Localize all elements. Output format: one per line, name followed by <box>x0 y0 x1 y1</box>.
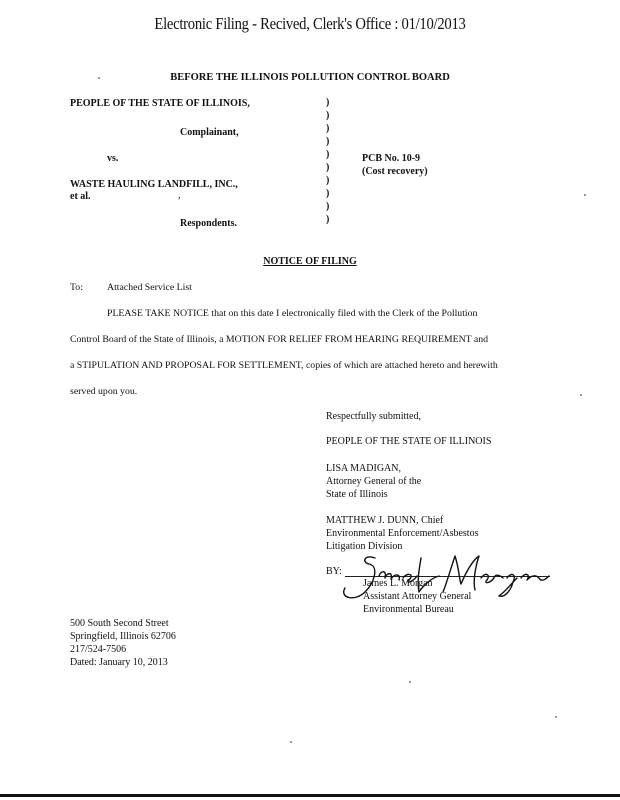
party-name: PEOPLE OF THE STATE OF ILLINOIS <box>326 436 492 447</box>
attorney-general-name: LISA MADIGAN, <box>326 463 401 474</box>
scan-speck <box>580 394 582 396</box>
chief-name: MATTHEW J. DUNN, Chief <box>326 515 444 526</box>
defendant-et-al: et al. <box>70 191 91 202</box>
caption-paren: ) <box>326 136 330 147</box>
defendant-role: Respondents. <box>180 218 237 229</box>
scan-speck <box>584 194 586 196</box>
caption-paren: ) <box>326 214 330 225</box>
notice-paragraph-line-2: Control Board of the State of Illinois, a MOTION FOR RELIEF FROM HEARING REQUIREMENT and <box>70 334 489 345</box>
caption-paren: ) <box>326 162 330 173</box>
signer-name: James L. Morgan <box>363 578 433 589</box>
plaintiff-name: PEOPLE OF THE STATE OF ILLINOIS, <box>70 98 250 109</box>
scan-speck <box>290 741 292 743</box>
caption-paren: ) <box>326 188 330 199</box>
notice-paragraph-line-1: PLEASE TAKE NOTICE that on this date I electronically filed with the Clerk of the Pollution <box>107 308 478 319</box>
caption-paren: ) <box>326 97 330 108</box>
attorney-general-title-2: State of Illinois <box>326 489 388 500</box>
caption-paren: ) <box>326 149 330 160</box>
notice-heading: NOTICE OF FILING <box>263 256 357 267</box>
dated-line: Dated: January 10, 2013 <box>70 657 168 668</box>
bottom-scan-edge <box>0 794 620 797</box>
notice-paragraph-line-4: served upon you. <box>70 386 138 397</box>
board-title: BEFORE THE ILLINOIS POLLUTION CONTROL BOARD <box>170 72 450 83</box>
caption-parentheses <box>326 96 329 226</box>
address-phone: 217/524-7506 <box>70 644 127 655</box>
chief-title-1: Environmental Enforcement/Asbestos <box>326 528 479 539</box>
defendant-comma: , <box>178 190 181 201</box>
address-city: Springfield, Illinois 62706 <box>70 631 176 642</box>
caption-paren: ) <box>326 123 330 134</box>
case-number: PCB No. 10-9 <box>362 153 421 164</box>
closing: Respectfully submitted, <box>326 411 421 422</box>
caption-paren: ) <box>326 110 330 121</box>
electronic-filing-stamp: Electronic Filing - Recived, Clerk's Office : 01/10/2013 <box>154 14 466 33</box>
case-type: (Cost recovery) <box>362 166 428 177</box>
notice-paragraph-line-3: a STIPULATION AND PROPOSAL FOR SETTLEMENT, copies of which are attached hereto and herewith <box>70 360 498 371</box>
signer-title-1: Assistant Attorney General <box>363 591 472 602</box>
plaintiff-role: Complainant, <box>180 127 239 138</box>
versus-label: vs. <box>107 153 119 164</box>
scan-speck <box>555 716 557 718</box>
chief-title-2: Litigation Division <box>326 541 403 552</box>
defendant-name: WASTE HAULING LANDFILL, INC., <box>70 179 238 190</box>
to-label: To: <box>70 282 83 293</box>
address-street: 500 South Second Street <box>70 618 169 629</box>
caption-paren: ) <box>326 175 330 186</box>
signer-title-2: Environmental Bureau <box>363 604 454 615</box>
attorney-general-title-1: Attorney General of the <box>326 476 422 487</box>
caption-paren: ) <box>326 201 330 212</box>
to-value: Attached Service List <box>107 282 192 293</box>
scan-speck <box>409 681 411 683</box>
scan-speck <box>98 77 100 79</box>
by-label: BY: <box>326 566 342 577</box>
